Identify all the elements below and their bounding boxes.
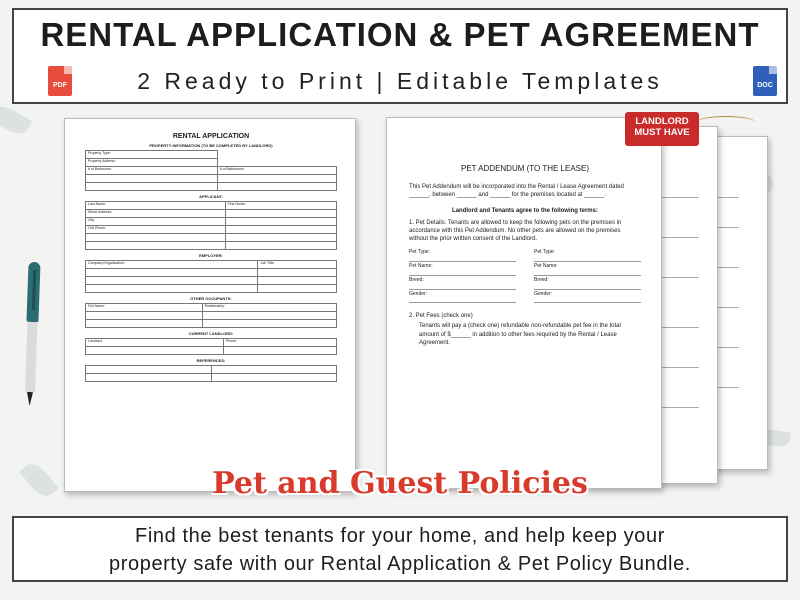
section-references: REFERENCES: xyxy=(196,358,226,363)
section-employer: EMPLOYER: xyxy=(199,253,223,258)
pdf-file-icon: PDF xyxy=(48,66,72,96)
section-occupants: OTHER OCCUPANTS: xyxy=(190,296,232,301)
pet-addendum-preview xyxy=(386,117,662,489)
page-title: RENTAL APPLICATION & PET AGREEMENT xyxy=(40,16,760,53)
doc-file-icon: DOC xyxy=(753,66,777,96)
pet-fees-heading: 2. Pet Fees (check one) xyxy=(409,313,473,320)
footer-banner xyxy=(12,516,788,582)
rental-application-preview xyxy=(64,118,356,492)
landlord-must-have-badge xyxy=(625,112,699,146)
occupants-grid: Full Name: Relationship: xyxy=(85,303,337,328)
badge-line-2: MUST HAVE xyxy=(634,127,690,139)
property-grid: Property Type: Property Address: # of Bedrooms: # of Bathrooms: xyxy=(85,150,337,191)
pen-illustration xyxy=(21,262,42,408)
page-subtitle: 2 Ready to Print | Editable Templates xyxy=(137,68,663,94)
landlord-grid: Landlord: Phone: xyxy=(85,338,337,355)
badge-line-1: LANDLORD xyxy=(635,116,689,127)
applicant-grid: Last Name: First Name: Street Address: City: Cell Phone: xyxy=(85,201,337,250)
pet-addendum-intro: This Pet Addendum will be incorporated into the Rental / Lease Agreement dated ______, between ______ and ______ for the premises located at ______. xyxy=(409,183,624,198)
employer-grid: Company/Organization: Job Title: xyxy=(85,260,337,293)
pet-addendum-title: PET ADDENDUM (TO THE LEASE) xyxy=(460,164,590,173)
pet-addendum-agree: Landlord and Tenants agree to the following terms: xyxy=(452,207,598,214)
pet-fee-option-1: Tenants will pay a (check one) refundable non-refundable pet fee in the total amount of $______ in addition to other fees required by the Rental / Lease Agreement. xyxy=(419,323,621,346)
footer-line-2: property safe with our Rental Application & Pet Policy Bundle. xyxy=(109,553,691,575)
section-applicant: APPLICANT: xyxy=(199,194,223,199)
rental-application-title: RENTAL APPLICATION xyxy=(172,133,250,140)
pet-details-paragraph: 1. Pet Details: Tenants are allowed to keep the following pets on the premises in accordance with this Pet Addendum. No other pets are allowed on the premises without the prior written consent of the Landlord. xyxy=(409,220,622,243)
pet-fields-columns: Pet Type: Pet Name: Breed: Gender: Pet Type: Pet Name: Breed: Gender: xyxy=(409,249,641,304)
references-grid xyxy=(85,365,337,382)
section-landlord: CURRENT LANDLORD: xyxy=(188,331,234,336)
pet-guest-policies-label: Pet and Guest Policies xyxy=(212,466,588,501)
header-banner xyxy=(12,8,788,104)
section-property: PROPERTY INFORMATION (TO BE COMPLETED BY LANDLORD) xyxy=(149,143,273,148)
badge-string xyxy=(697,116,755,128)
background-leaf xyxy=(0,101,32,138)
footer-line-1: Find the best tenants for your home, and help keep your xyxy=(135,525,665,547)
